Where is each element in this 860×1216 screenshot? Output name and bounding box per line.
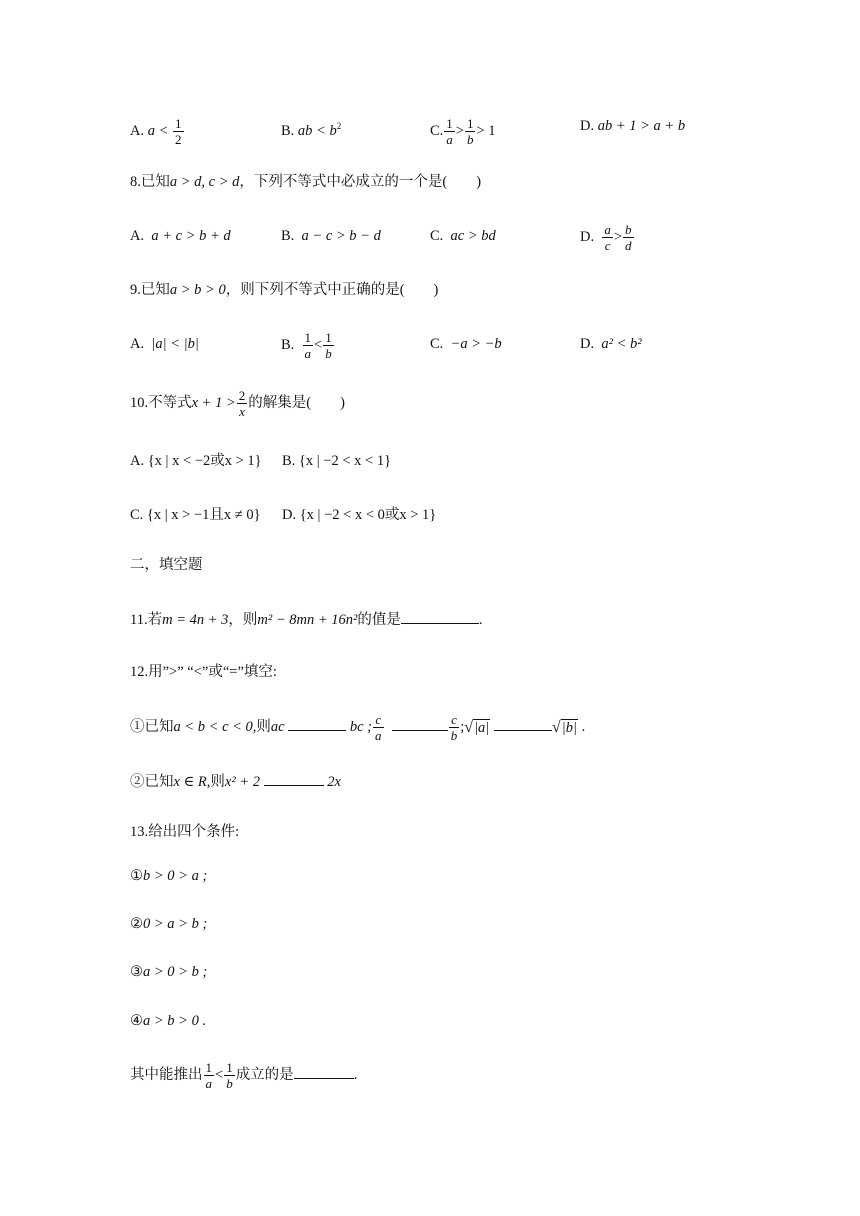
- q10-option-c: C. {x | x > −1且x ≠ 0}: [130, 507, 261, 523]
- q13-condition-4: ④a > b > 0 .: [130, 1013, 207, 1029]
- q9-option-c: C. −a > −b: [430, 336, 502, 352]
- q7-option-d: D. ab + 1 > a + b: [580, 118, 686, 134]
- q12-blank-3[interactable]: [494, 716, 552, 731]
- section-heading: 二，填空题: [130, 557, 203, 573]
- q11-answer-blank[interactable]: [401, 609, 479, 624]
- q10-option-d: D. {x | −2 < x < 0或x > 1}: [282, 507, 437, 523]
- q13-stem: 13.给出四个条件:: [130, 824, 240, 840]
- q12-line-1: ①已知a < b < c < 0,则ac bc ; $\frac{c}{a}$ $\frac{c}{b}$ ;√|a| √|b| .: [130, 712, 586, 743]
- q13-condition-1: ①b > 0 > a ;: [130, 868, 208, 884]
- q13-condition-2: ②0 > a > b ;: [130, 916, 208, 932]
- q9-option-d: D. a² < b²: [580, 336, 642, 352]
- q7-option-a: A. a < $\frac{1}{2}$: [130, 116, 182, 147]
- q11-stem: 11.若m = 4n + 3，则m² − 8mn + 16n²的值是 .: [130, 609, 482, 630]
- q8-option-a: A. a + c > b + d: [130, 228, 231, 244]
- q13-condition-3: ③a > 0 > b ;: [130, 964, 208, 980]
- q10-stem: 10.不等式x + 1 > $\frac{2}{x}$ 的解集是( ): [130, 388, 345, 419]
- q8-stem: 8.已知a > d, c > d，下列不等式中必成立的一个是( ): [130, 174, 482, 190]
- q8-option-c: C. ac > bd: [430, 228, 496, 244]
- q7-option-c: C. $\frac{1}{a}$ > $\frac{1}{b}$ > 1: [430, 116, 496, 147]
- q13-tail: 其中能推出 $\frac{1}{a}$ < $\frac{1}{b}$ 成立的是 .: [130, 1060, 358, 1091]
- q12-blank-2[interactable]: [392, 716, 448, 731]
- q12-blank-1[interactable]: [288, 716, 346, 731]
- q12-stem: 12.用”>” “<”或“=”填空:: [130, 664, 277, 680]
- q12-blank-4[interactable]: [264, 771, 324, 786]
- q8-option-d: D. $\frac{a}{c}$ > $\frac{b}{d}$: [580, 222, 632, 253]
- q12-line-2: ②已知x ∈ R,则x² + 2 2x: [130, 771, 341, 792]
- q10-option-a: A. {x | x < −2或x > 1}: [130, 453, 262, 469]
- q9-option-b: B. $\frac{1}{a}$ < $\frac{1}{b}$: [281, 330, 332, 361]
- q7-option-b: B. ab < $b^2$: [281, 121, 342, 139]
- q13-answer-blank[interactable]: [294, 1064, 354, 1079]
- q10-option-b: B. {x | −2 < x < 1}: [282, 453, 392, 469]
- q8-option-b: B. a − c > b − d: [281, 228, 381, 244]
- q9-stem: 9.已知a > b > 0，则下列不等式中正确的是( ): [130, 282, 439, 298]
- q9-option-a: A. |a| < |b|: [130, 336, 199, 352]
